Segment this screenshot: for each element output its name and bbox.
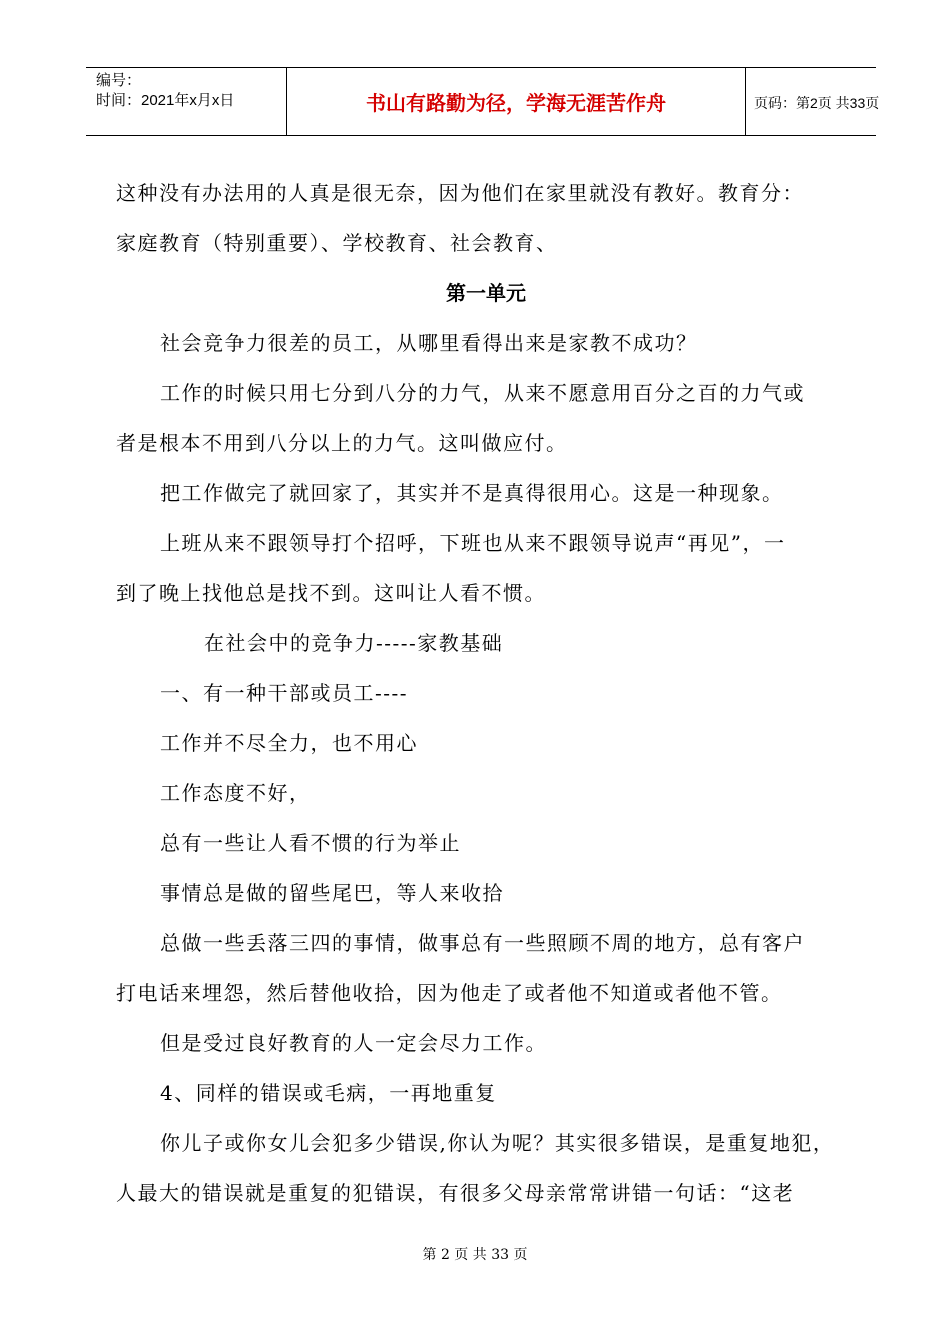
paragraph-line: 总做一些丢落三四的事情，做事总有一些照顾不周的地方，总有客户 [160,931,805,955]
document-header [86,67,880,136]
document-time-label: 时间：2021年x月x日 [96,92,235,109]
paragraph-line: 你儿子或你女儿会犯多少错误,你认为呢？其实很多错误，是重复地犯， [160,1131,835,1155]
paragraph-line: 社会竞争力很差的员工，从哪里看得出来是家教不成功？ [160,331,698,355]
list-item: 工作态度不好， [160,781,311,805]
subheading-line: 在社会中的竞争力-----家教基础 [204,631,504,655]
paragraph-line: 一、有一种干部或员工---- [160,681,409,705]
header-page-info: 页码：第2页 共33页 [754,95,880,111]
page-footer: 第 2 页 共 33 页 [422,1247,528,1263]
header-meta-cell [86,68,286,135]
paragraph-line: 这种没有办法用的人真是很无奈，因为他们在家里就没有教好。教育分： [116,181,804,205]
paragraph-line: 上班从来不跟领导打个招呼，下班也从来不跟领导说声“再见”，一 [160,531,786,555]
paragraph-line: 把工作做完了就回家了，其实并不是真得很用心。这是一种现象。 [160,481,784,505]
header-page-cell [746,68,880,135]
document-body [116,168,856,1218]
document-number-label: 编号： [96,72,142,89]
section-heading: 第一单元 [446,281,526,305]
list-item: 工作并不尽全力，也不用心 [160,731,418,755]
header-motto-cell [286,68,746,135]
list-item: 事情总是做的留些尾巴，等人来收拾 [160,881,504,905]
paragraph-line: 打电话来埋怨，然后替他收拾，因为他走了或者他不知道或者他不管。 [116,981,783,1005]
paragraph-line: 4、同样的错误或毛病，一再地重复 [160,1081,497,1105]
paragraph-line: 工作的时候只用七分到八分的力气，从来不愿意用百分之百的力气或 [160,381,805,405]
paragraph-line: 到了晚上找他总是找不到。这叫让人看不惯。 [116,581,546,605]
paragraph-line: 但是受过良好教育的人一定会尽力工作。 [160,1031,547,1055]
paragraph-line: 人最大的错误就是重复的犯错误，有很多父母亲常常讲错一句话：“这老 [116,1181,795,1205]
paragraph-line: 者是根本不用到八分以上的力气。这叫做应付。 [116,431,568,455]
list-item: 总有一些让人看不惯的行为举止 [160,831,461,855]
paragraph-line: 家庭教育（特别重要）、学校教育、社会教育、 [116,231,558,255]
header-motto: 书山有路勤为径，学海无涯苦作舟 [366,91,666,115]
